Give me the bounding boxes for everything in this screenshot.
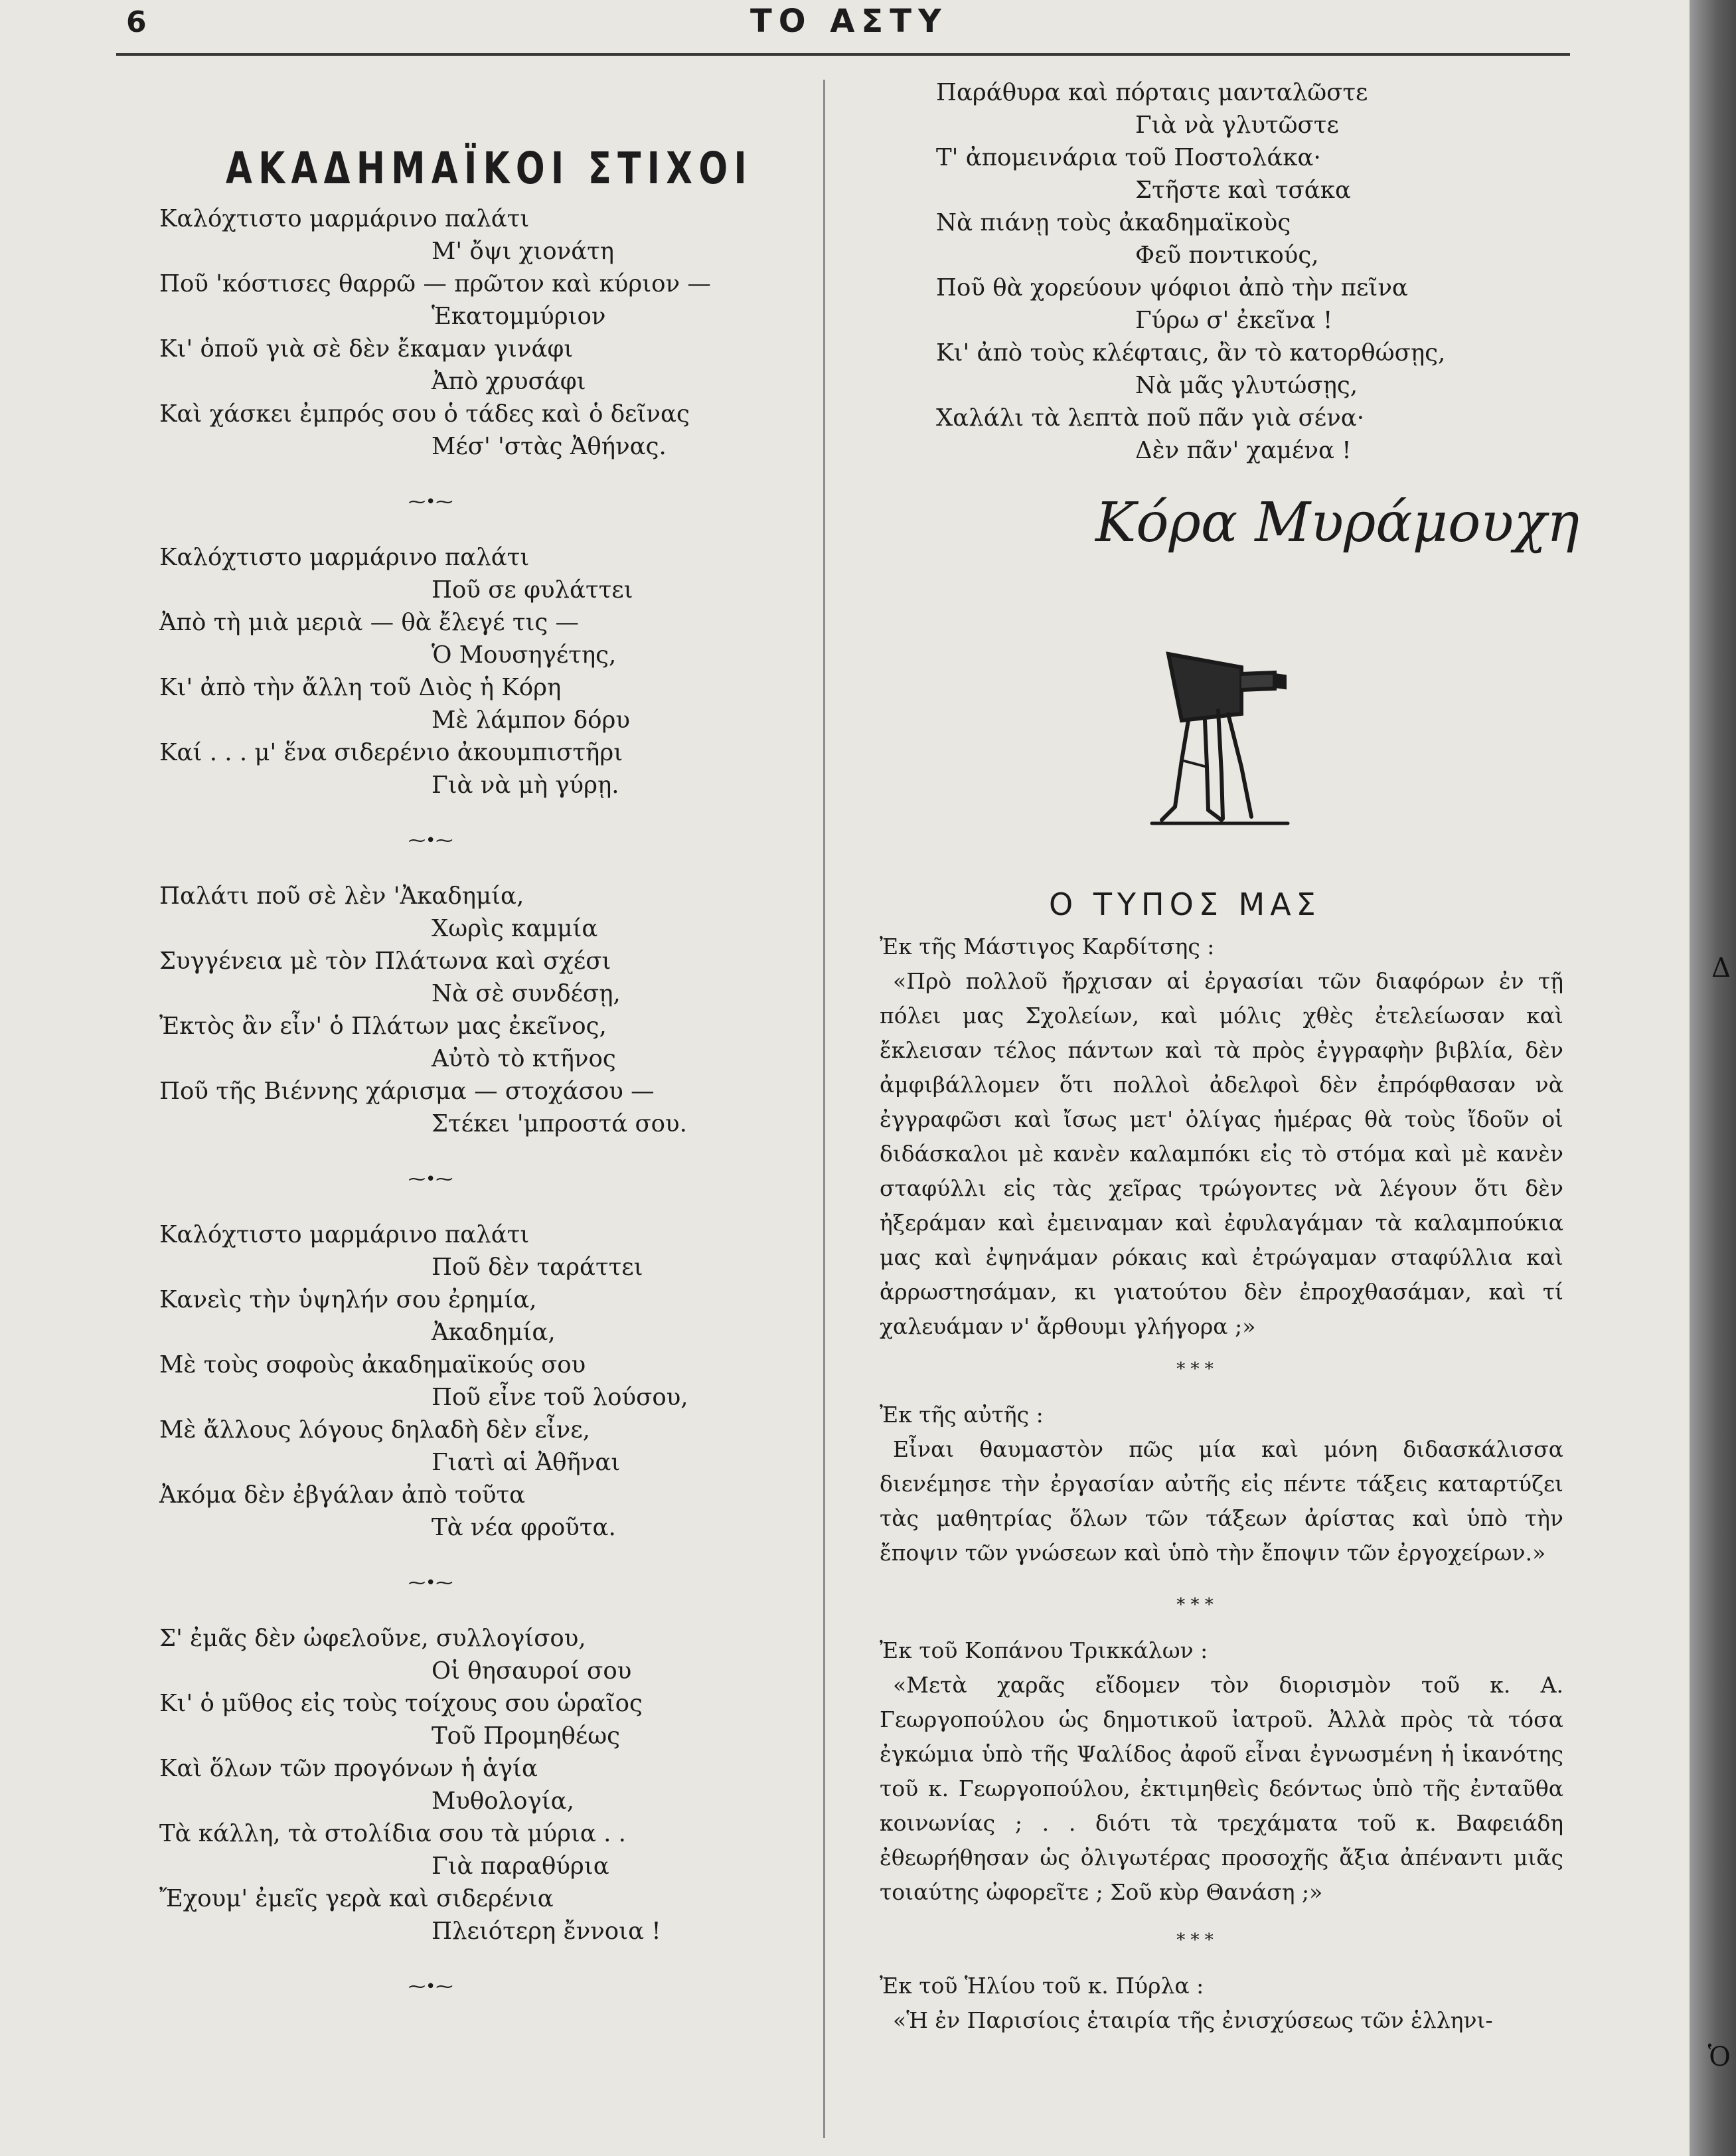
press-quote: «Μετὰ χαρᾶς εἴδομεν τὸν διορισμὸν τοῦ κ. Α. Γεωργοπούλου ὡς δημοτικοῦ ἰατροῦ. Ἀλλὰ πρὸς τὰ τόσα ἐγκώμια ὑπὸ τῆς Ψαλίδος ἀφοῦ εἶναι ἐγνωσμένη ἡ ἱκανότης τοῦ κ. Γεωργοπούλου, ἐκτιμηθεὶς δεόντως ὑπὸ τῆς ἐνταῦθα κοινωνίας ; . . διότι τὰ τρεχάματα τοῦ κ. Βαφειάδη ἐθεωρήθησαν ὡς ὀλιγωτέρας προσοχῆς ἄξια ἀπέναντι μιᾶς τοιαύτης ὠφορεῖτε ; Σοῦ κὺρ Θανάση ;» — [880, 1672, 1563, 1905]
poem-line: Κι' ὁ μῦθος εἰς τοὺς τοίχους σου ὡραῖος — [159, 1690, 643, 1717]
poem-line: Ἀκόμα δὲν ἐβγάλαν ἀπὸ τοῦτα — [159, 1481, 526, 1509]
poem-line: Δὲν πᾶν' χαμένα ! — [1135, 437, 1352, 464]
poem-line: Αὐτὸ τὸ κτῆνος — [432, 1045, 616, 1072]
poem-line: Πλειότερη ἔννοια ! — [432, 1918, 661, 1945]
poem-line: Ἔχουμ' ἐμεῖς γερὰ καὶ σιδερένια — [159, 1885, 554, 1912]
poem-line: Νὰ πιάνῃ τοὺς ἀκαδημαϊκοὺς — [936, 209, 1291, 236]
poem-line: Ποῦ τῆς Βιέννης χάρισμα — στοχάσου — — [159, 1078, 655, 1105]
poem-line: Φεῦ ποντικούς, — [1135, 242, 1319, 269]
poem-line: Μὲ λάμπον δόρυ — [432, 706, 630, 734]
poem-line: Γιὰ νὰ γλυτῶστε — [1135, 112, 1339, 139]
poem-line: Τὰ νέα φροῦτα. — [432, 1514, 616, 1541]
poem-line: Στῆστε καὶ τσάκα — [1135, 177, 1351, 204]
poem-line: Παράθυρα καὶ πόρταις μανταλῶστε — [936, 79, 1368, 106]
press-source: Ἐκ τῆς αὐτῆς : — [880, 1402, 1044, 1428]
poem-continuation — [936, 76, 1534, 467]
poem-line: Μυθολογία, — [432, 1787, 574, 1815]
poem-line: Καί . . . μ' ἕνα σιδερένιο ἀκουμπιστῆρι — [159, 739, 623, 766]
poem-title: ΑΚΑΔΗΜΑΪΚΟΙ ΣΤΙΧΟΙ — [226, 143, 753, 194]
press-source: Ἐκ τῆς Μάστιγος Καρδίτσης : — [880, 934, 1215, 959]
press-item — [880, 1398, 1563, 1570]
camera-illustration-icon — [1142, 641, 1301, 833]
poem-line: Κι' ὁποῦ γιὰ σὲ δὲν ἔκαμαν γινάφι — [159, 335, 574, 363]
header-rule — [116, 53, 1570, 56]
poem-line: Μὲ ἄλλους λόγους δηλαδὴ δὲν εἶνε, — [159, 1416, 590, 1444]
stanza-ornament: ⁓•⁓ — [408, 1977, 453, 1997]
poem-line: Ἐκτὸς ἂν εἶν' ὁ Πλάτων μας ἐκεῖνος, — [159, 1013, 607, 1040]
press-item — [880, 930, 1563, 1344]
poem-line: Κι' ἀπὸ τοὺς κλέφταις, ἂν τὸ κατορθώσῃς, — [936, 339, 1446, 367]
press-quote: «Ἡ ἐν Παρισίοις ἑταιρία τῆς ἐνισχύσεως τῶν ἑλληνι- — [893, 2007, 1493, 2033]
poem-line: Ποῦ θὰ χορεύουν ψόφιοι ἀπὸ τὴν πεῖνα — [936, 274, 1408, 301]
poem-line: Καὶ ὅλων τῶν προγόνων ἡ ἁγία — [159, 1755, 538, 1782]
poem-line: Ποῦ εἶνε τοῦ λούσου, — [432, 1384, 688, 1411]
poem-line: Ἑκατομμύριον — [432, 303, 606, 330]
edge-letter: Ὁ — [1707, 2042, 1731, 2072]
poem-line: Τ' ἀπομεινάρια τοῦ Ποστολάκα· — [936, 144, 1321, 171]
poem-line: Καλόχτιστο μαρμάρινο παλάτι — [159, 544, 530, 571]
poem-line: Ἀκαδημία, — [432, 1319, 556, 1346]
poem-line: Οἱ θησαυροί σου — [432, 1657, 632, 1685]
masthead: ΤΟ ΑΣΤΥ — [750, 3, 948, 40]
poem-line: Σ' ἐμᾶς δὲν ὠφελοῦνε, συλλογίσου, — [159, 1625, 586, 1652]
author-signature: Κόρα Μυράμουχη — [1095, 491, 1579, 554]
poem-line: Μὲ τοὺς σοφοὺς ἀκαδημαϊκούς σου — [159, 1351, 586, 1378]
page-number: 6 — [126, 5, 147, 39]
poem-line: Ποῦ σε φυλάττει — [432, 576, 633, 604]
stanza-ornament: ⁓•⁓ — [408, 1573, 453, 1593]
poem-line: Γιατὶ αἱ Ἀθῆναι — [432, 1449, 621, 1476]
column-divider — [823, 80, 825, 2138]
poem-line: Στέκει 'μπροστά σου. — [432, 1110, 687, 1137]
stanza-ornament: ⁓•⁓ — [408, 492, 453, 512]
poem-line: Ἀπὸ χρυσάφι — [432, 368, 586, 395]
poem-line: Καὶ χάσκει ἐμπρός σου ὁ τάδες καὶ ὁ δεῖνας — [159, 400, 690, 428]
poem-line: Τὰ κάλλη, τὰ στολίδια σου τὰ μύρια . . — [159, 1820, 626, 1847]
poem-line: Γύρω σ' ἐκεῖνα ! — [1135, 307, 1333, 334]
poem-body — [159, 203, 711, 2026]
press-source: Ἐκ τοῦ Κοπάνου Τρικκάλων : — [880, 1637, 1208, 1663]
press-item — [880, 1633, 1563, 1910]
poem-line: Κι' ἀπὸ τὴν ἄλλη τοῦ Διὸς ἡ Κόρη — [159, 674, 562, 701]
press-source: Ἐκ τοῦ Ἡλίου τοῦ κ. Πύρλα : — [880, 1973, 1204, 1999]
poem-line: Ποῦ δὲν ταράττει — [432, 1254, 643, 1281]
poem-line: Παλάτι ποῦ σὲ λὲν 'Ἀκαδημία, — [159, 882, 524, 910]
poem-line: Ἀπὸ τὴ μιὰ μεριὰ — θὰ ἔλεγέ τις — — [159, 609, 580, 636]
poem-line: Τοῦ Προμηθέως — [432, 1722, 621, 1750]
edge-letter: Δ — [1711, 953, 1731, 983]
poem-line: Κανεὶς τὴν ὑψηλήν σου ἐρημία, — [159, 1286, 537, 1313]
poem-line: Νὰ μᾶς γλυτώσῃς, — [1135, 372, 1358, 399]
poem-line: Καλόχτιστο μαρμάρινο παλάτι — [159, 1221, 530, 1248]
poem-line: Χαλάλι τὰ λεπτὰ ποῦ πᾶν γιὰ σένα· — [936, 404, 1365, 432]
section-stars: * * * — [1176, 1359, 1214, 1379]
poem-line: Γιὰ παραθύρια — [432, 1853, 609, 1880]
adjacent-page-edge — [1690, 0, 1736, 2156]
section-stars: * * * — [1176, 1930, 1214, 1950]
poem-line: Νὰ σὲ συνδέσῃ, — [432, 980, 621, 1007]
poem-line: Ποῦ 'κόστισες θαρρῶ — πρῶτον καὶ κύριον — — [159, 270, 711, 297]
poem-line: Καλόχτιστο μαρμάρινο παλάτι — [159, 205, 530, 232]
press-quote: «Πρὸ πολλοῦ ἤρχισαν αἱ ἐργασίαι τῶν διαφόρων ἐν τῇ πόλει μας Σχολείων, καὶ μόλις χθὲς ἐτελείωσαν καὶ ἔκλεισαν τέλος πάντων καὶ τὰ πρὸς ἐγγραφὴν βιβλία, δὲν ἀμφιβάλλομεν ὅτι πολλοὶ ἀδελφοὶ δὲν ἐπρόφθασαν νὰ ἐγγραφῶσι καὶ ἴσως μετ' ὀλίγας ἡμέρας θὰ τοὺς ἴδοῦν οἱ διδάσκαλοι μὲ κανὲν καλαμπόκι εἰς τὸ στόμα καὶ μὲ κανὲν σταφύλλι εἰς τὰς χεῖρας τρώγοντες νὰ λέγουν ὅτι δὲν ἠξεράμαν καὶ ἐμειναμαν καὶ ἐφυλαγάμαν τὰ καλαμπούκια μας καὶ ἐψηνάμαν ρόκαις καὶ ἐτρώγαμαν σταφύλλια καὶ ἀρρωστησάμαν, κι γιατούτου δὲν ἐπροχθασάμαν, καὶ τί χαλευάμαν ν' ἄρθουμι γλήγορα ;» — [880, 968, 1563, 1339]
poem-line: Συγγένεια μὲ τὸν Πλάτωνα καὶ σχέσι — [159, 948, 611, 975]
poem-line: Μέσ' 'στὰς Ἀθήνας. — [432, 433, 667, 460]
section-stars: * * * — [1176, 1595, 1214, 1615]
poem-line: Ὁ Μουσηγέτης, — [432, 641, 617, 669]
stanza-ornament: ⁓•⁓ — [408, 831, 453, 851]
press-quote: Εἶναι θαυμαστὸν πῶς μία καὶ μόνη διδασκάλισσα διενέμησε τὴν ἐργασίαν αὐτῆς εἰς πέντε τάξεις καταρτύζει τὰς μαθητρίας ὅλων τῶν τάξεων ἀρίστας καὶ ὑπὸ τὴν ἔποψιν τῶν γνώσεων καὶ ὑπὸ τὴν ἔποψιν τῶν ἐργοχείρων.» — [880, 1436, 1563, 1566]
poem-line: Χωρὶς καμμία — [432, 915, 598, 942]
press-item — [880, 1969, 1563, 2038]
stanza-ornament: ⁓•⁓ — [408, 1169, 453, 1189]
poem-line: Μ' ὄψι χιονάτη — [432, 238, 615, 265]
section-title: Ο ΤΥΠΟΣ ΜΑΣ — [1049, 886, 1321, 922]
poem-line: Γιὰ νὰ μὴ γύρῃ. — [432, 772, 619, 799]
